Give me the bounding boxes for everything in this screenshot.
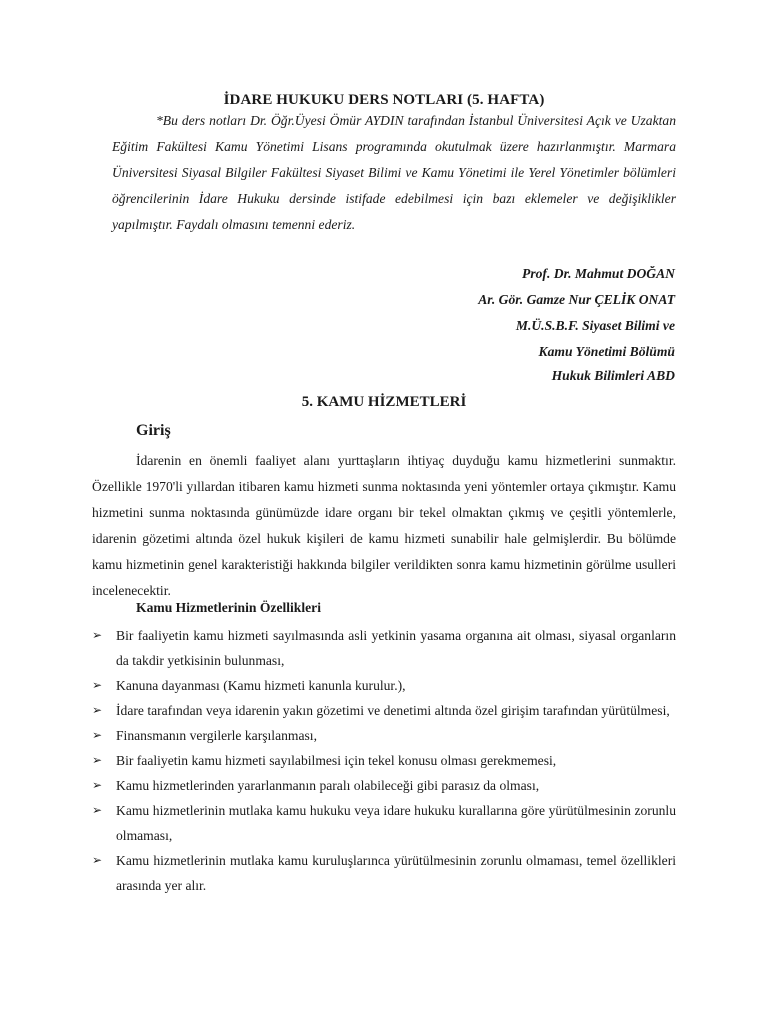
list-item-text: Kanuna dayanması (Kamu hizmeti kanunla kurulur.),: [116, 678, 406, 693]
features-list: [92, 623, 676, 898]
arrowhead-bullet-icon: ➢: [92, 703, 103, 717]
list-item: [92, 623, 676, 673]
list-item: [92, 848, 676, 898]
arrowhead-bullet-icon: ➢: [92, 803, 103, 817]
signature-line-5: Hukuk Bilimleri ABD: [551, 368, 675, 383]
list-item: [92, 723, 676, 748]
author-note: *Bu ders notları Dr. Öğr.Üyesi Ömür AYDIN tarafından İstanbul Üniversitesi Açık ve Uzaktan Eğitim Fakültesi Kamu Yönetimi Lisans programında okutulmak üzere hazırlanmıştır. Marmara Üniversitesi Siyasal Bilgiler Fakültesi Siyaset Bilimi ve Kamu Yönetimi ile Yerel Yönetimler bölümleri öğrencilerinin İdare Hukuku dersinde istifade edebilmesi için bazı eklemeler ve değişiklikler yapılmıştır. Faydalı olmasını temenni ederiz.: [112, 113, 676, 232]
signature-line-3: M.Ü.S.B.F. Siyaset Bilimi ve: [515, 318, 675, 333]
arrowhead-bullet-icon: ➢: [92, 753, 103, 767]
intro-paragraph: İdarenin en önemli faaliyet alanı yurttaşların ihtiyaç duyduğu kamu hizmetlerini sunmaktır. Özellikle 1970'li yıllardan itibaren kamu hizmeti sunma noktasında yeni yöntemler ortaya çıkmıştır. Kamu hizmetini sunma noktasında günümüzde idare organı bir tekel olmaktan çıkmış ve çeşitli yöntemlerle, idarenin gözetimi altında özel hukuk kişileri de kamu hizmeti sunabilir hale gelmişlerdir. Bu bölümde kamu hizmetinin genel karakteristiği hakkında bilgiler verildikten sonra kamu hizmetinin görülme usulleri incelenecektir.: [92, 453, 676, 598]
list-item: [92, 698, 676, 723]
signature-line-4: Kamu Yönetimi Bölümü: [538, 344, 675, 359]
list-item-text: Kamu hizmetlerinin mutlaka kamu kuruluşlarınca yürütülmesinin zorunlu olmaması, temel özellikleri arasında yer alır.: [116, 853, 676, 893]
list-item: [92, 748, 676, 773]
list-item: [92, 773, 676, 798]
list-item: [92, 798, 676, 848]
signature-line-1: Prof. Dr. Mahmut DOĞAN: [522, 266, 675, 281]
list-item-text: Finansmanın vergilerle karşılanması,: [116, 728, 317, 743]
signature-line-2: Ar. Gör. Gamze Nur ÇELİK ONAT: [478, 292, 675, 307]
arrowhead-bullet-icon: ➢: [92, 728, 103, 742]
arrowhead-bullet-icon: ➢: [92, 678, 103, 692]
list-item-text: Bir faaliyetin kamu hizmeti sayılmasında asli yetkinin yasama organına ait olması, siyasal organların da takdir yetkisinin bulunması,: [116, 628, 676, 668]
intro-heading: Giriş: [136, 422, 171, 439]
section-title: 5. KAMU HİZMETLERİ: [301, 394, 467, 410]
list-item: [92, 673, 676, 698]
document-title: İDARE HUKUKU DERS NOTLARI (5. HAFTA): [223, 92, 545, 108]
arrowhead-bullet-icon: ➢: [92, 628, 103, 642]
arrowhead-bullet-icon: ➢: [92, 853, 103, 867]
list-item-text: İdare tarafından veya idarenin yakın gözetimi ve denetimi altında özel girişim tarafından yürütülmesi,: [116, 703, 670, 718]
features-heading: Kamu Hizmetlerinin Özellikleri: [136, 600, 321, 615]
list-item-text: Bir faaliyetin kamu hizmeti sayılabilmesi için tekel konusu olması gerekmemesi,: [116, 753, 557, 768]
list-item-text: Kamu hizmetlerinden yararlanmanın paralı olabileceği gibi parasız da olması,: [116, 778, 540, 793]
list-item-text: Kamu hizmetlerinin mutlaka kamu hukuku veya idare hukuku kurallarına göre yürütülmesinin zorunlu olmaması,: [116, 803, 676, 843]
arrowhead-bullet-icon: ➢: [92, 778, 103, 792]
